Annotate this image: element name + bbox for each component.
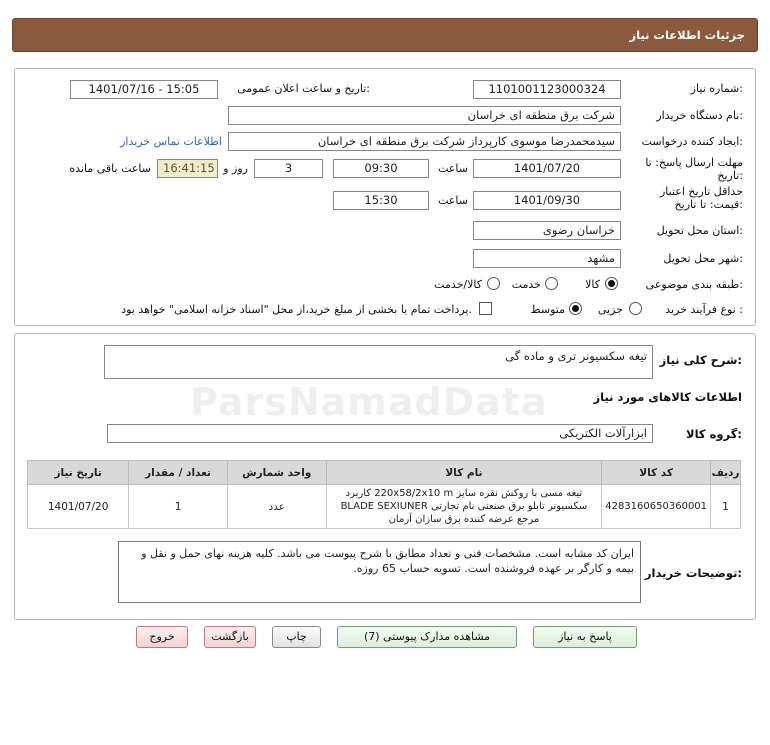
category-radio-goods-service[interactable] [487, 277, 500, 290]
deadline-time-label: ساعت [438, 162, 468, 175]
category-option-goods: کالا [585, 278, 600, 291]
province-label: استان محل تحویل: [656, 224, 743, 237]
goods-table-header [28, 461, 741, 485]
process-radio-medium[interactable] [569, 302, 582, 315]
cell-name-line-1: تیغه مسی با روکش نقره سایز 220x58/2x10 m کاربرد [345, 488, 583, 499]
category-option-service: خدمت [511, 278, 541, 291]
process-option-medium: متوسط [530, 303, 565, 316]
buyer-notes-label: توضیحات خریدار: [644, 566, 742, 580]
creator-field: سیدمحمدرضا موسوی کارپرداز شرکت برق منطقه ای خراسان [228, 132, 621, 151]
col-code: کد کالا [602, 461, 711, 485]
need-number-label: شماره نیاز: [690, 82, 743, 95]
cell-date: 1401/07/20 [28, 485, 129, 529]
cell-name-line-2: سکسیونر تابلو برق صنعتی نام تجارتی BLADE SEXIUNER [340, 501, 588, 512]
city-label: شهر محل تحویل: [663, 252, 743, 265]
validity-label: حداقل تاریخ اعتبار قیمت: تا تاریخ: [659, 185, 743, 211]
cell-qty: 1 [129, 485, 228, 529]
buyer-notes-field: ایران کد مشابه است. مشخصات فنی و تعداد مطابق با شرح پیوست می باشد. کلیه هزینه نهای حمل و نقل و بیمه و کارگر بر عهده فروشنده است. تسویه حساب 65 روزه. [118, 541, 641, 603]
buyer-org-field: شرکت برق منطقه ای خراسان [228, 106, 621, 125]
col-date: تاریخ نیاز [28, 461, 129, 485]
category-radio-goods[interactable] [605, 277, 618, 290]
need-number-field: 1101001123000324 [473, 80, 621, 99]
back-button[interactable]: بازگشت [204, 626, 256, 648]
summary-field: تیغه سکسیونر تری و ماده گی [104, 345, 653, 379]
col-row: ردیف [711, 461, 741, 485]
page-title: جزئیات اطلاعات نیاز [629, 28, 745, 42]
validity-time-field: 15:30 [333, 191, 429, 210]
validity-time-label: ساعت [438, 194, 468, 207]
goods-group-field: ابزارآلات الکتریکی [107, 424, 653, 443]
process-label: نوع فرآیند خرید : [665, 303, 743, 316]
summary-label: شرح کلی نیاز: [659, 353, 742, 367]
buyer-org-label: نام دستگاه خریدار: [656, 109, 743, 122]
remaining-time-field: 16:41:15 [157, 159, 218, 178]
cell-name [326, 485, 602, 529]
page-titlebar [12, 18, 758, 52]
attachments-button[interactable]: مشاهده مدارک پیوستی (7) [337, 626, 517, 648]
category-label: طبقه بندی موضوعی: [645, 278, 743, 291]
category-radio-service[interactable] [545, 277, 558, 290]
deadline-time-field: 09:30 [333, 159, 429, 178]
days-field: 3 [254, 159, 323, 178]
watermark: ParsNamadData [190, 380, 548, 424]
treasury-payment-checkbox[interactable] [479, 302, 492, 315]
category-option-goods-service: کالا/خدمت [434, 278, 482, 291]
exit-button[interactable]: خروج [136, 626, 188, 648]
col-unit: واحد شمارش [227, 461, 326, 485]
city-field: مشهد [473, 249, 621, 268]
process-option-partial: جزیی [597, 303, 623, 316]
province-field: خراسان رضوی [473, 221, 621, 240]
contact-buyer-link[interactable]: اطلاعات تماس خریدار [120, 135, 222, 148]
announce-field: 1401/07/16 - 15:05 [70, 80, 218, 99]
process-radio-partial[interactable] [629, 302, 642, 315]
col-name: نام کالا [326, 461, 602, 485]
goods-section-title: اطلاعات کالاهای مورد نیاز [593, 390, 742, 404]
cell-name-line-3: مرجع عرضه کننده برق سازان آرمان [388, 514, 540, 525]
print-button[interactable]: چاپ [272, 626, 321, 648]
cell-unit: عدد [227, 485, 326, 529]
reply-button[interactable]: پاسخ به نیاز [533, 626, 637, 648]
col-qty: تعداد / مقدار [129, 461, 228, 485]
goods-group-label: گروه کالا: [686, 427, 742, 441]
remaining-label: ساعت باقی مانده [69, 162, 151, 175]
validity-date-field: 1401/09/30 [473, 191, 621, 210]
cell-row: 1 [711, 485, 741, 529]
goods-table [27, 460, 741, 529]
table-row [28, 485, 741, 529]
announce-label: تاریخ و ساعت اعلان عمومی: [237, 82, 370, 95]
deadline-label: مهلت ارسال پاسخ: تا تاریخ: [645, 156, 743, 182]
treasury-payment-note: پرداخت تمام یا بخشی از مبلغ خرید،از محل "اسناد خزانه اسلامی" خواهد بود. [121, 303, 472, 316]
creator-label: ایجاد کننده درخواست: [641, 135, 743, 148]
cell-code: 4283160650360001 [602, 485, 711, 529]
deadline-date-field: 1401/07/20 [473, 159, 621, 178]
days-label: روز و [223, 162, 248, 175]
